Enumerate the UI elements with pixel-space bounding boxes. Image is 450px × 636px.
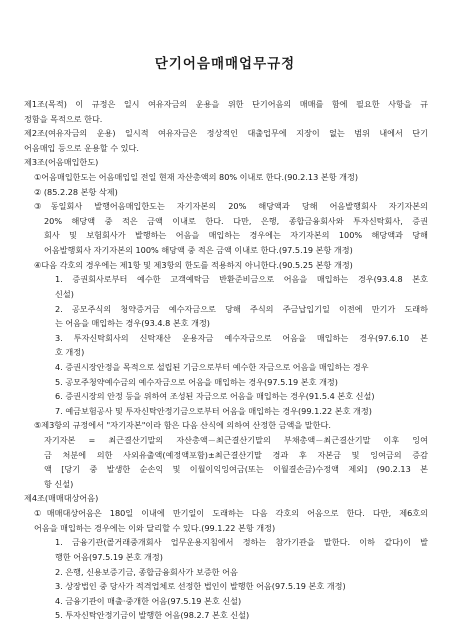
text-line: 2. 공모주식의 청약증거금 예수자금으로 당해 주식의 주금납입기일 이전에 만기가 도래하: [55, 303, 428, 314]
text-line: ③동일회사 발행어음매입한도는 자기자본의 20% 해당액과 당해 어음발행회사 자기자본의: [34, 201, 428, 212]
text-line: 정함을 목적으로 한다.: [24, 113, 103, 124]
regulation-body: [24, 97, 428, 623]
text-line: 어음매입 등으로 운용할 수 있다.: [24, 142, 139, 153]
text-line: 어음발행회사 자기자본의 100% 해당액 중 적은 금액 이내로 한다.(97.5.19 본항 개정): [44, 245, 353, 256]
text-line: 6. 증권시장의 안정 등을 위하여 조성된 자금으로 어음을 매입하는 경우(91.5.4 본호 신설): [55, 391, 375, 402]
text-line: 7. 예금보험공사 및 투자신탁안정기금으로부터 어음을 매입하는 경우(99.1.22 본호 개정): [55, 405, 372, 416]
text-line: ④다음 각호의 경우에는 제1항 및 제3항의 한도를 적용하지 아니한다.(90.5.25 본항 개정): [34, 259, 353, 270]
text-line: 제3조(어음매입한도): [24, 157, 99, 168]
text-line: 행한 어음(97.5.19 본호 개정): [55, 551, 163, 562]
document-title: 단기어음매매업무규정: [154, 56, 296, 72]
text-line: 제4조(매매대상어음): [24, 493, 99, 504]
text-line: 5. 공모주청약예수금의 예수자금으로 어음을 매입하는 경우(97.5.19 본호 개정): [55, 376, 338, 387]
text-line: 4. 증권시장안정을 목적으로 설립된 기금으로부터 예수한 자금으로 어음을 매입하는 경우: [55, 361, 369, 372]
text-line: 액 [당기 중 발생한 순손익 및 이월이익잉여금(또는 이월결손금)수정액 제외] (90.2.13 본: [44, 464, 428, 475]
text-line: 회사 및 보험회사가 발행하는 어음을 매입하는 경우에는 자기자본의 100% 해당액과 당해: [44, 230, 428, 241]
text-line: 20% 해당액 중 적은 금액 이내로 한다. 다만, 은행, 종합금융회사와 투자신탁회사, 증권: [44, 215, 428, 226]
text-line: 제1조(목적) 이 규정은 일시 여유자금의 운용을 위한 단기어음의 매매를 함에 필요한 사항을 규: [24, 99, 428, 109]
text-line: 2. 은행, 신용보증기금, 종합금융회사가 보증한 어음: [55, 566, 238, 577]
text-line: 3. 투자신탁회사의 신탁재산 운용자금 예수자금으로 어음을 매입하는 경우(97.6.10 본: [55, 332, 428, 343]
text-line: 금 처분에 의한 사외유출액(예정액포함)±최근결산기말 경과 후 자본금 및 잉여금의 증감: [44, 449, 428, 460]
text-line: 1. 금융기관(콜거래중개회사 업무운용지침에서 정하는 참가기관을 말한다. 이하 같다)이 발: [55, 537, 428, 548]
text-line: ② (85.2.28 본항 삭제): [34, 186, 118, 197]
text-line: ①어음매입한도는 어음매입일 전일 현재 자산총액의 80% 이내로 한다.(90.2.13 본항 개정): [34, 172, 358, 183]
text-line: ⑤제3항의 규정에서 "자기자본"이라 함은 다음 산식에 의하여 산정한 금액을 말한다.: [34, 420, 331, 431]
text-line: 3. 상장법인 중 당사가 적격업체로 선정한 법인이 발행한 어음(97.5.19 본호 개정): [55, 581, 346, 592]
text-line: 는 어음을 매입하는 경우(93.4.8 본호 개정): [55, 318, 210, 329]
text-line: 어음을 매입하는 경우에는 이와 달리할 수 있다.(99.1.22 본항 개정): [34, 522, 276, 533]
text-line: 4. 금융기관이 매출·중개한 어음(97.5.19 본호 신설): [55, 595, 242, 606]
text-line: 5. 투자신탁안정기금이 발행한 어음(98.2.7 본호 신설): [55, 610, 250, 621]
text-line: 자기자본 = 최근결산기말의 자산총액－최근결산기말의 부채총액－최근결산기말 이후 잉여: [44, 435, 428, 446]
text-line: 호 개정): [55, 347, 85, 358]
text-line: 신설): [55, 288, 74, 299]
text-line: 제2조(여유자금의 운용) 일시적 여유자금은 정상적인 대출업무에 지장이 없는 범위 내에서 단기: [24, 128, 428, 139]
text-line: 항 신설): [44, 478, 74, 489]
text-line: ①매매대상어음은 180일 이내에 만기일이 도래하는 다음 각호의 어음으로 한다. 다만, 제6호의: [34, 508, 428, 519]
text-line: 1. 증권회사로부터 예수한 고객예탁금 반환준비금으로 어음을 매입하는 경우(93.4.8 본호: [55, 274, 428, 285]
